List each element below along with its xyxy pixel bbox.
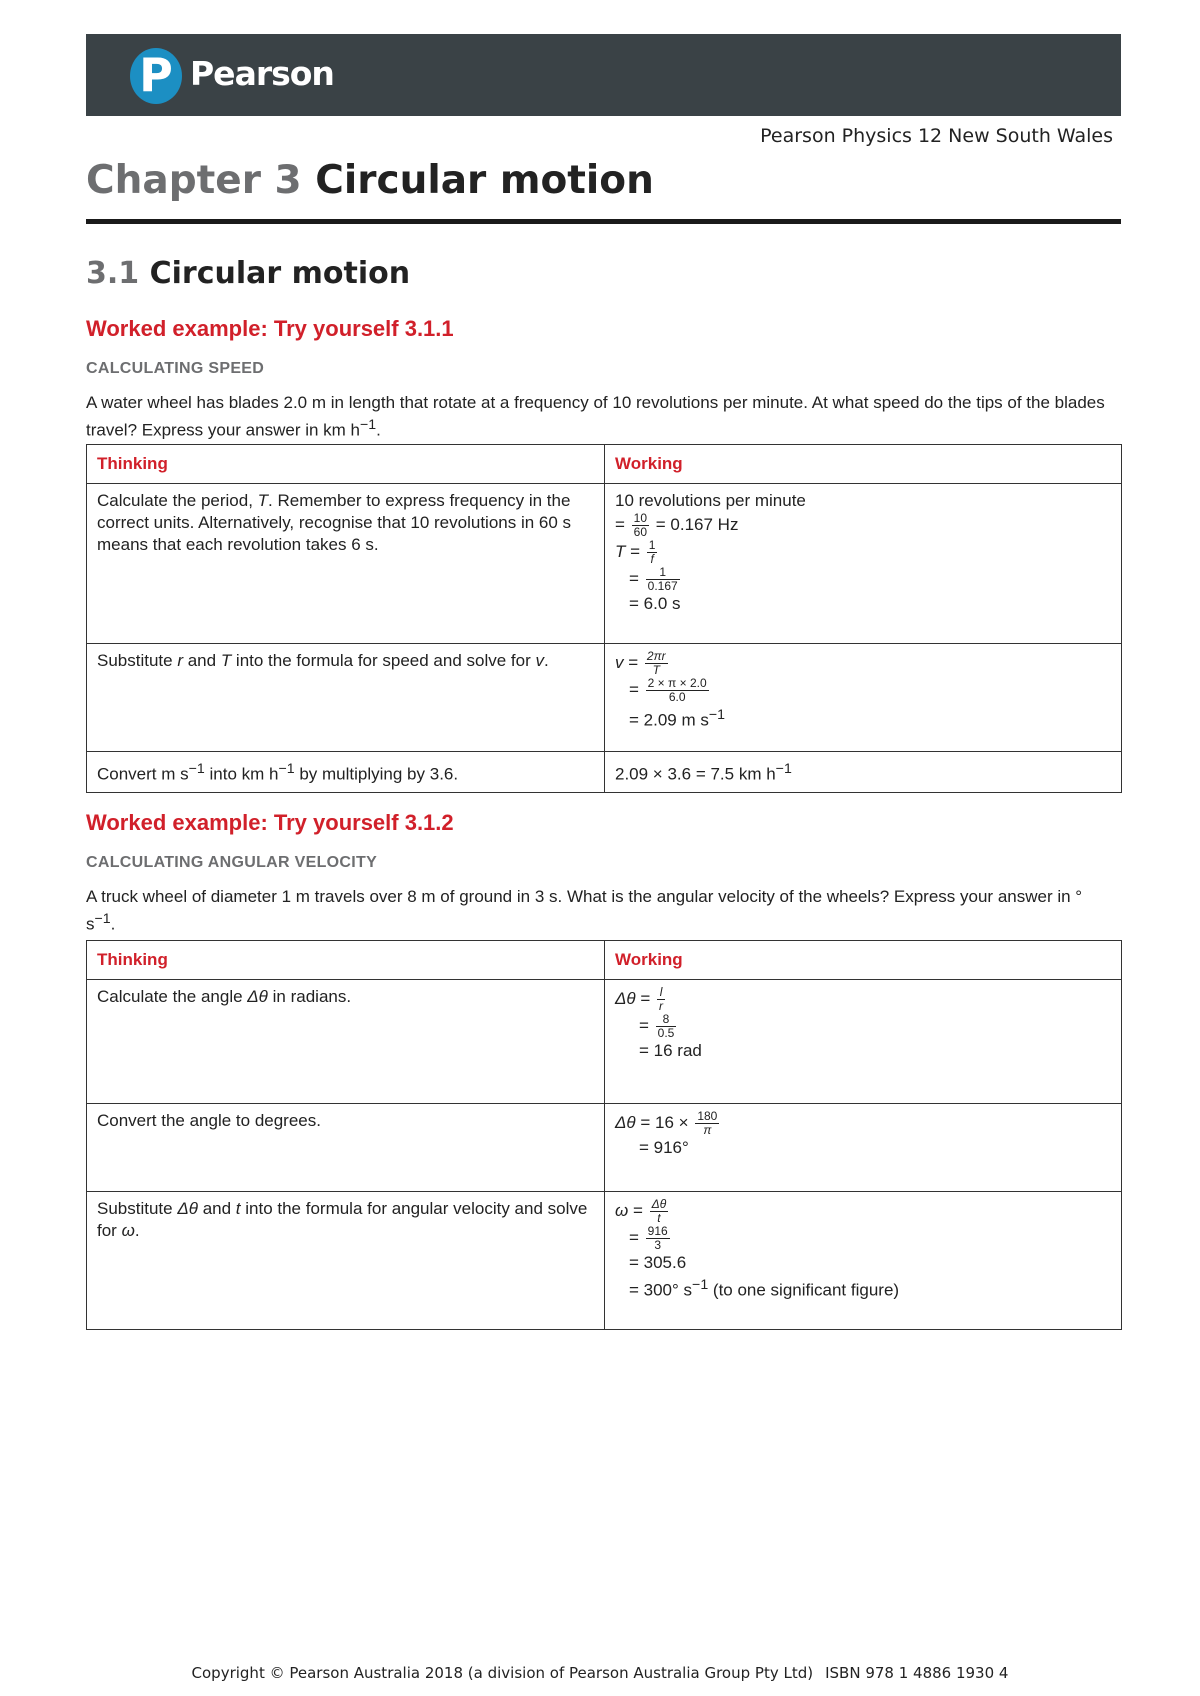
working-cell: 2.09 × 3.6 = 7.5 km $h^{-1}$ xyxy=(605,752,1122,793)
table-row xyxy=(87,644,1122,752)
chapter-divider xyxy=(86,219,1121,224)
worked-example-subheading: CALCULATING ANGULAR VELOCITY xyxy=(86,854,378,871)
thinking-cell: Substitute Δθ and t into the formula for angular velocity and solve for ω. xyxy=(87,1192,605,1330)
working-cell: 10 revolutions per minute = $\frac{10}{60}$ = 0.167 Hz T = $\frac{1}{f}$ = $\frac{1}{0.167}$ = 6.0 s xyxy=(605,484,1122,644)
worked-example-subheading: CALCULATING SPEED xyxy=(86,360,265,377)
worked-example-question: A water wheel has blades 2.0 m in length that rotate at a frequency of 10 revolutions per minute. At what speed do the tips of the blades travel? Express your answer in km $h^{-1}$. xyxy=(86,393,1105,440)
worked-example-heading: Worked example: Try yourself 3.1.1 xyxy=(86,316,454,341)
section-title xyxy=(86,256,410,291)
table-row xyxy=(87,1104,1122,1192)
header-banner xyxy=(86,34,1121,116)
column-header-thinking: Thinking xyxy=(87,445,605,484)
table-header-row xyxy=(87,445,1122,484)
working-cell: ω = $\frac{\Delta\theta}{t}$ = $\frac{916}{3}$ = 305.6 = 300° $s^{-1}$ (to one significant figure) xyxy=(605,1192,1122,1330)
chapter-number: Chapter 3 xyxy=(86,158,302,203)
thinking-cell: Convert m $s^{-1}$ into km $h^{-1}$ by multiplying by 3.6. xyxy=(87,752,605,793)
book-title: Pearson Physics 12 New South Wales xyxy=(760,125,1113,147)
section-name: Circular motion xyxy=(149,256,411,291)
column-header-working: Working xyxy=(605,941,1122,980)
table-row xyxy=(87,1192,1122,1330)
worked-example-table xyxy=(86,444,1122,793)
pearson-logo-text: Pearson xyxy=(190,54,334,93)
table-row xyxy=(87,752,1122,793)
working-cell: Δθ = 16 × $\frac{180}{\pi}$ = 916° xyxy=(605,1104,1122,1192)
column-header-working: Working xyxy=(605,445,1122,484)
column-header-thinking: Thinking xyxy=(87,941,605,980)
worked-example-table xyxy=(86,940,1122,1330)
thinking-cell: Substitute r and T into the formula for speed and solve for v. xyxy=(87,644,605,752)
working-cell: Δθ = $\frac{l}{r}$ = $\frac{8}{0.5}$ = 16 rad xyxy=(605,980,1122,1104)
isbn-text: ISBN 978 1 4886 1930 4 xyxy=(825,1664,1009,1682)
thinking-cell: Calculate the period, T. Remember to express frequency in the correct units. Alternatively, recognise that 10 revolutions in 60 s means that each revolution takes 6 s. xyxy=(87,484,605,644)
chapter-name: Circular motion xyxy=(315,158,654,203)
section-number: 3.1 xyxy=(86,256,140,291)
worked-example-heading: Worked example: Try yourself 3.1.2 xyxy=(86,810,454,835)
page-footer xyxy=(0,1664,1200,1682)
table-row xyxy=(87,484,1122,644)
worked-example-question: A truck wheel of diameter 1 m travels over 8 m of ground in 3 s. What is the angular velocity of the wheels? Express your answer in ° $s^{-1}$. xyxy=(86,887,1083,934)
chapter-title xyxy=(86,158,654,203)
copyright-text: Copyright © Pearson Australia 2018 (a division of Pearson Australia Group Pty Ltd) xyxy=(191,1664,814,1682)
working-cell: v = $\frac{2\pi r}{T}$ = $\frac{2 \times \pi \times 2.0}{6.0}$ = 2.09 m $s^{-1}$ xyxy=(605,644,1122,752)
thinking-cell: Calculate the angle Δθ in radians. xyxy=(87,980,605,1104)
table-header-row xyxy=(87,941,1122,980)
thinking-cell: Convert the angle to degrees. xyxy=(87,1104,605,1192)
pearson-logo-icon: P xyxy=(130,48,182,104)
table-row xyxy=(87,980,1122,1104)
